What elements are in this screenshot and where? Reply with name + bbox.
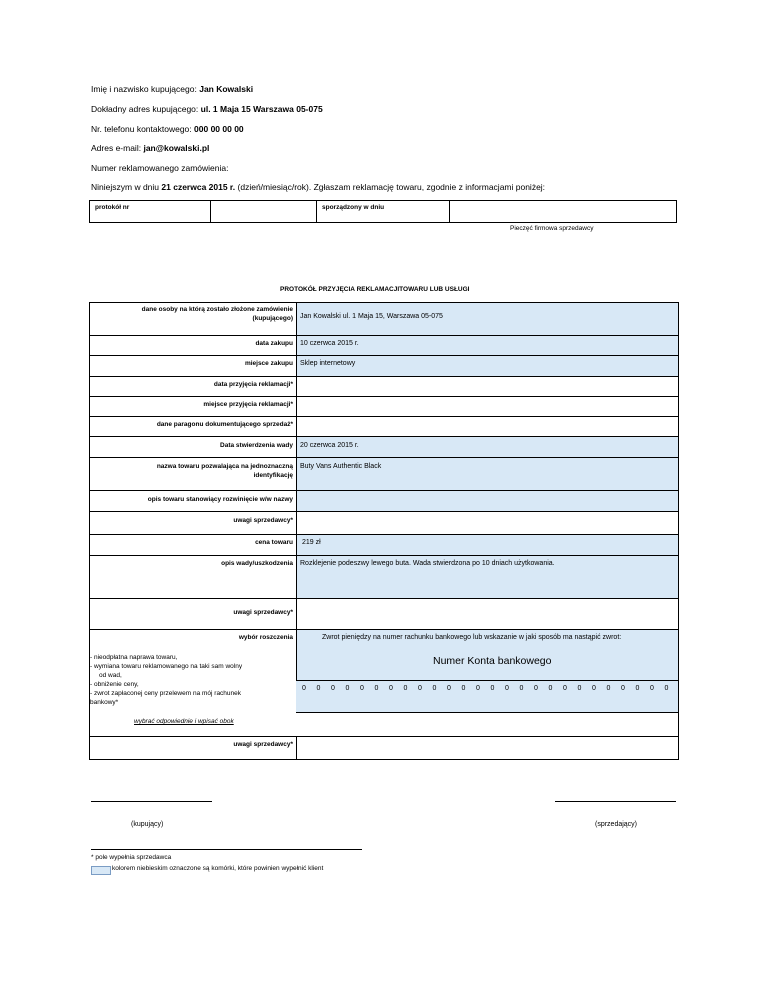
description-label: opis towaru stanowiący rozwinięcie w/w nazwy xyxy=(147,496,293,503)
purchase-place-value: Sklep internetowy xyxy=(300,360,356,367)
column-divider-3 xyxy=(296,598,297,629)
person-value: Jan Kowalski ul. 1 Maja 15, Warszawa 05-075 xyxy=(300,313,443,320)
seller-fills-note: * pole wypełnia sprzedawca xyxy=(91,854,172,861)
account-digit[interactable]: 0 xyxy=(360,685,364,692)
row-line xyxy=(90,416,678,417)
account-digit[interactable]: 0 xyxy=(432,685,437,692)
account-digit[interactable]: 0 xyxy=(345,685,350,692)
complaint-date-label: data przyjęcia reklamacji* xyxy=(213,381,293,388)
footnote-separator xyxy=(91,849,362,850)
buyer-phone-line xyxy=(91,124,244,134)
product-value: Buty Vans Authentic Black xyxy=(300,463,382,470)
buyer-email-line xyxy=(91,143,209,153)
account-digit[interactable]: 0 xyxy=(418,685,422,692)
choose-note: wybrać odpowiednie i wpisać obok xyxy=(134,718,234,725)
account-digit[interactable]: 0 xyxy=(302,685,306,692)
buyer-signature-line xyxy=(91,801,212,802)
protocol-box xyxy=(89,200,677,223)
protocol-number-label: protokół nr xyxy=(90,201,211,223)
order-number-line xyxy=(91,163,228,173)
person-label xyxy=(90,305,293,323)
person-label-line-1: dane osoby na którą zostało złożone zamówienie xyxy=(141,306,293,313)
declaration-prefix: Niniejszym w dniu xyxy=(91,182,160,192)
complaint-place-label: miejsce przyjęcia reklamacji* xyxy=(203,401,293,408)
order-number-label: Numer reklamowanego zamówienia: xyxy=(91,163,229,173)
buyer-email: jan@kowalski.pl xyxy=(143,143,210,153)
row-line xyxy=(90,736,678,737)
claim-label: wybór roszczenia xyxy=(238,634,293,641)
row-line xyxy=(90,511,678,512)
claim-value: Zwrot pieniędzy na numer rachunku bankowego lub wskazanie w jaki sposób ma nastąpić zwrot: xyxy=(322,634,622,641)
row-line xyxy=(90,555,678,556)
column-divider-4 xyxy=(296,736,297,760)
row-line xyxy=(90,335,678,336)
product-description-field[interactable] xyxy=(296,490,678,511)
account-digit[interactable]: 0 xyxy=(635,685,640,692)
seller-remarks-label-2: uwagi sprzedawcy* xyxy=(233,609,293,616)
account-digit[interactable]: 0 xyxy=(374,685,379,692)
account-digit[interactable]: 0 xyxy=(534,685,538,692)
row-line xyxy=(90,355,678,356)
account-digit[interactable]: 0 xyxy=(505,685,509,692)
account-digit[interactable]: 0 xyxy=(606,685,611,692)
account-digit[interactable]: 0 xyxy=(664,685,669,692)
account-digit[interactable]: 0 xyxy=(490,685,495,692)
row-line xyxy=(90,534,678,535)
purchase-date-value: 10 czerwca 2015 r. xyxy=(300,340,359,347)
claim-option-refund: - zwrot zapłaconej ceny przelewem na mój rachunek xyxy=(90,690,242,697)
buyer-name-line xyxy=(91,84,253,94)
seller-remarks-label-3: uwagi sprzedawcy* xyxy=(233,741,293,748)
price-label: cena towaru xyxy=(255,539,293,546)
row-line xyxy=(90,490,678,491)
account-digit[interactable]: 0 xyxy=(461,685,466,692)
protocol-created-label: sporządzony w dniu xyxy=(317,201,450,223)
defect-label: opis wady/uszkodzenia xyxy=(221,560,293,567)
seller-signature-line xyxy=(555,801,676,802)
account-digit[interactable]: 0 xyxy=(403,685,408,692)
declaration-suffix: (dzień/miesiąc/rok). Zgłaszam reklamację towaru, zgodnie z informacjami poniżej: xyxy=(237,182,546,192)
claim-option-exchange: - wymiana towaru reklamowanego na taki sam wolny xyxy=(90,663,243,670)
account-digit[interactable]: 0 xyxy=(650,685,654,692)
complaint-form xyxy=(89,302,679,760)
account-digit[interactable]: 0 xyxy=(577,685,582,692)
account-digit[interactable]: 0 xyxy=(316,685,321,692)
receipt-label: dane paragonu dokumentującego sprzedaż* xyxy=(156,421,293,428)
buyer-address-line xyxy=(91,104,323,114)
declaration-date: 21 czerwca 2015 r. xyxy=(161,182,236,192)
account-digit[interactable]: 0 xyxy=(563,685,567,692)
product-label-line-1: nazwa towaru pozwalająca na jednoznaczną xyxy=(156,463,293,470)
row-line xyxy=(90,436,678,437)
seller-signature-label: (sprzedający) xyxy=(595,821,638,828)
form-title: PROTOKÓŁ PRZYJĘCIA REKLAMACJITOWARU LUB USŁUGI xyxy=(280,286,470,293)
account-digit[interactable]: 0 xyxy=(331,685,335,692)
column-divider-1 xyxy=(296,376,297,436)
price-field[interactable] xyxy=(296,534,678,555)
buyer-address-label: Dokładny adres kupującego: xyxy=(91,104,199,114)
column-divider-2 xyxy=(296,511,297,534)
buyer-phone-label: Nr. telefonu kontaktowego: xyxy=(91,124,192,134)
defect-date-label: Data stwierdzenia wady xyxy=(220,442,293,449)
buyer-signature-label: (kupujący) xyxy=(131,821,164,828)
row-line xyxy=(90,457,678,458)
protocol-created-field[interactable] xyxy=(450,201,677,223)
stamp-label: Pieczęć firmowa sprzedawcy xyxy=(510,225,594,232)
declaration-line xyxy=(91,182,545,192)
purchase-date-label: data zakupu xyxy=(255,340,293,347)
account-digit[interactable]: 0 xyxy=(592,685,596,692)
claim-option-discount: - obniżenie ceny, xyxy=(90,681,139,688)
row-line xyxy=(90,598,678,599)
buyer-phone: 000 00 00 00 xyxy=(194,124,244,134)
account-digit[interactable]: 0 xyxy=(548,685,553,692)
legend-note: kolorem niebieskim oznaczone są komórki, które powinien wypełnić klient xyxy=(112,865,324,872)
claim-option-repair: - nieodpłatna naprawa towaru, xyxy=(90,654,178,661)
account-digit[interactable]: 0 xyxy=(519,685,524,692)
claim-option-exchange-cont: od wad, xyxy=(99,672,122,679)
account-title: Numer Konta bankowego xyxy=(433,655,552,667)
defect-date-value: 20 czerwca 2015 r. xyxy=(300,442,359,449)
price-value: 219 zł xyxy=(302,539,321,546)
account-digit[interactable]: 0 xyxy=(447,685,451,692)
product-label xyxy=(90,462,293,480)
row-line xyxy=(90,376,678,377)
buyer-name-label: Imię i nazwisko kupującego: xyxy=(91,84,197,94)
defect-value: Rozklejenie podeszwy lewego buta. Wada stwierdzona po 10 dniach użytkowania. xyxy=(300,560,555,567)
buyer-address: ul. 1 Maja 15 Warszawa 05-075 xyxy=(200,104,323,114)
seller-remarks-label-1: uwagi sprzedawcy* xyxy=(233,517,293,524)
protocol-number-field[interactable] xyxy=(211,201,317,223)
account-digit[interactable]: 0 xyxy=(621,685,625,692)
product-label-line-2: identyfikację xyxy=(253,472,293,479)
claim-options xyxy=(90,653,290,707)
account-number-field[interactable] xyxy=(296,680,678,713)
account-digit[interactable]: 0 xyxy=(476,685,480,692)
buyer-email-label: Adres e-mail: xyxy=(91,143,142,153)
account-digit[interactable]: 0 xyxy=(389,685,393,692)
buyer-name: Jan Kowalski xyxy=(199,84,254,94)
claim-option-refund-cont: bankowy* xyxy=(90,699,119,706)
person-label-line-2: (kupującego) xyxy=(252,315,293,322)
legend-color-swatch xyxy=(91,866,111,875)
row-line xyxy=(90,629,678,630)
row-line xyxy=(90,396,678,397)
purchase-place-label: miejsce zakupu xyxy=(244,360,293,367)
